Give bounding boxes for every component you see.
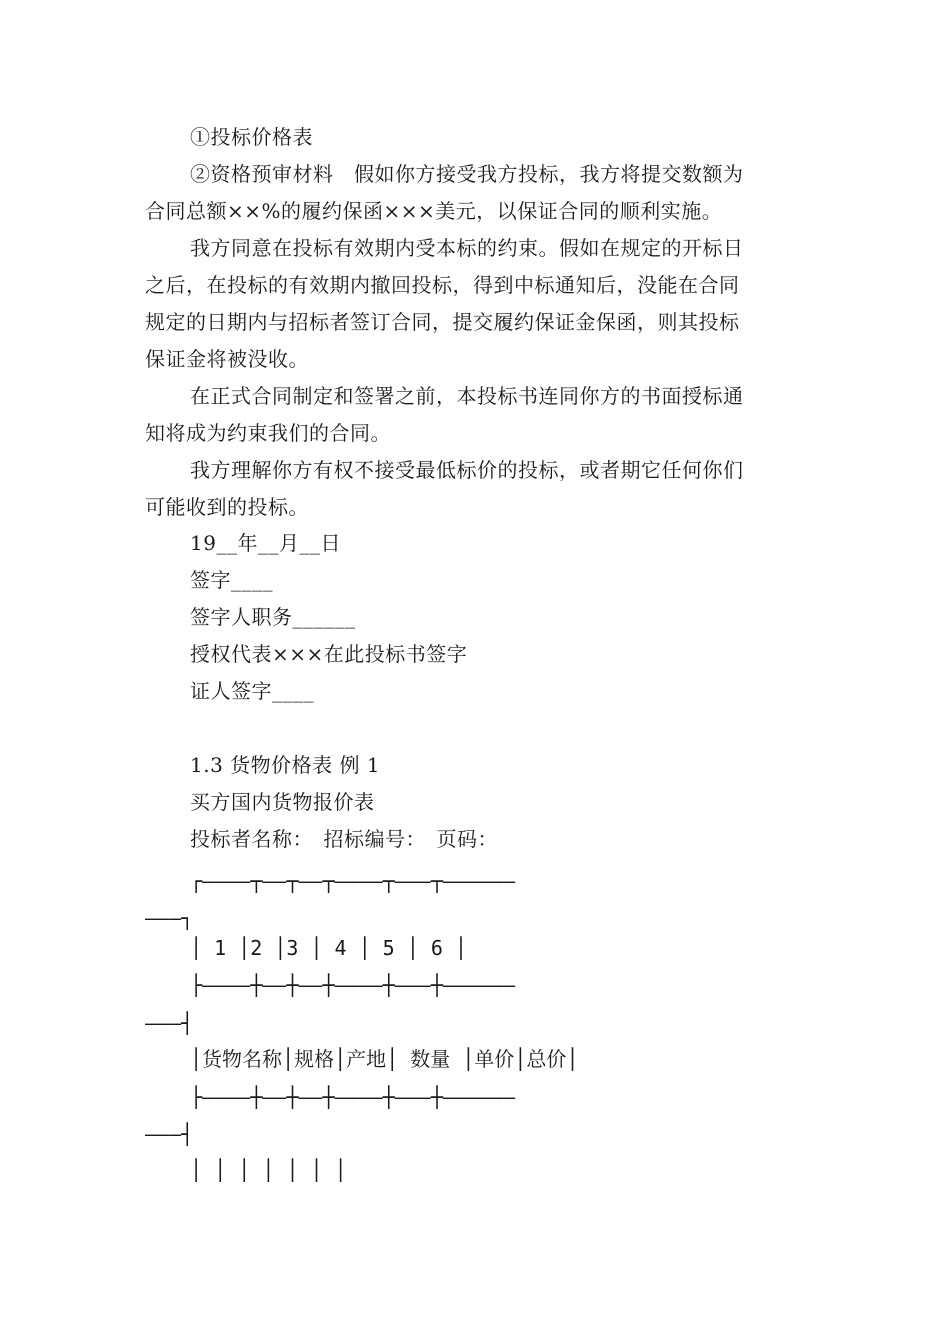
table-border-top-cont: ———┐ bbox=[145, 906, 194, 930]
text-line: 规定的日期内与招标者签订合同，提交履约保证金保函，则其投标 bbox=[145, 310, 740, 334]
text-line: 合同总额××%的履约保函×××美元，以保证合同的顺利实施。 bbox=[145, 199, 723, 223]
table-empty-row: │ │ │ │ │ │ │ bbox=[190, 1158, 347, 1182]
text-line: 保证金将被没收。 bbox=[145, 347, 309, 371]
table-border-top: ┌————┬——┬——┬————┬———┬—————— bbox=[190, 869, 516, 893]
text-line: 知将成为约束我们的合同。 bbox=[145, 421, 391, 445]
table-meta-line: 投标者名称： 招标编号： 页码： bbox=[190, 827, 498, 851]
section-heading: 1.3 货物价格表 例 1 bbox=[190, 753, 381, 777]
table-number-row: │ 1 │2 │3 │ 4 │ 5 │ 6 │ bbox=[190, 936, 467, 960]
table-border-mid: ├————┼——┼——┼————┼———┼—————— bbox=[190, 973, 516, 997]
table-title: 买方国内货物报价表 bbox=[190, 790, 375, 814]
text-line: 可能收到的投标。 bbox=[145, 495, 309, 519]
text-line: ①投标价格表 bbox=[190, 125, 313, 149]
text-line: 之后，在投标的有效期内撤回投标，得到中标通知后，没能在合同 bbox=[145, 273, 740, 297]
text-line: 我方理解你方有权不接受最低标价的投标，或者期它任何你们 bbox=[190, 458, 744, 482]
table-border-mid: ├————┼——┼——┼————┼———┼—————— bbox=[190, 1085, 516, 1109]
signatory-title-line: 签字人职务______ bbox=[190, 605, 356, 629]
table-header-row: │货物名称│规格│产地│ 数量 │单价│总价│ bbox=[190, 1047, 579, 1071]
text-line: 我方同意在投标有效期内受本标的约束。假如在规定的开标日 bbox=[190, 236, 744, 260]
authorized-rep-line: 授权代表×××在此投标书签字 bbox=[190, 642, 468, 666]
date-line: 19__年__月__日 bbox=[190, 531, 341, 555]
table-border-mid-cont: ———┤ bbox=[145, 1122, 194, 1146]
signature-line: 签字____ bbox=[190, 568, 273, 592]
witness-signature-line: 证人签字____ bbox=[190, 679, 314, 703]
text-line: 在正式合同制定和签署之前，本投标书连同你方的书面授标通 bbox=[190, 384, 744, 408]
table-border-mid-cont: ———┤ bbox=[145, 1011, 194, 1035]
text-line: ②资格预审材料 假如你方接受我方投标，我方将提交数额为 bbox=[190, 162, 744, 186]
